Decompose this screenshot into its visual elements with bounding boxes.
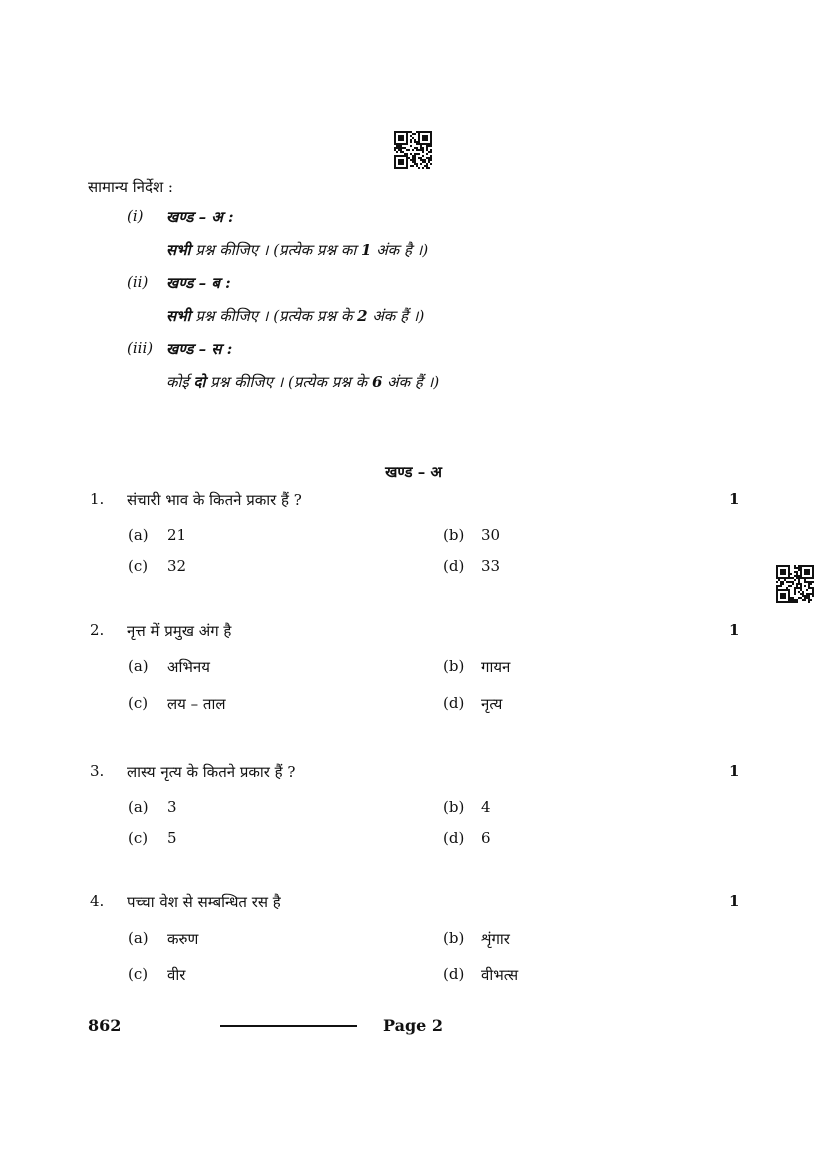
question-number: 2. bbox=[90, 621, 105, 639]
option-label: (c) bbox=[128, 557, 149, 575]
option-text: नृत्य bbox=[481, 695, 503, 713]
option-text: 33 bbox=[481, 557, 501, 575]
question-number: 3. bbox=[90, 762, 105, 780]
option-text: 4 bbox=[481, 798, 491, 816]
option-text: वीभत्स bbox=[481, 966, 519, 984]
general-instructions-title: सामान्य निर्देश : bbox=[88, 178, 173, 196]
option-label: (a) bbox=[128, 798, 149, 816]
option-label: (b) bbox=[443, 929, 465, 947]
instruction-roman-2: (ii) bbox=[127, 273, 149, 291]
section-title: खण्ड – अ bbox=[385, 463, 442, 481]
instruction-section-2: खण्ड – ब : bbox=[166, 274, 231, 292]
option-text: वीर bbox=[167, 966, 186, 984]
question-text: पच्चा वेश से सम्बन्धित रस है bbox=[127, 893, 281, 911]
footer-rule bbox=[220, 1025, 357, 1027]
option-label: (d) bbox=[443, 694, 465, 712]
qr-code-side bbox=[776, 565, 814, 603]
option-label: (a) bbox=[128, 929, 149, 947]
question-number: 1. bbox=[90, 490, 105, 508]
paper-code: 862 bbox=[88, 1016, 122, 1035]
option-text: 5 bbox=[167, 829, 177, 847]
option-text: 6 bbox=[481, 829, 491, 847]
option-label: (c) bbox=[128, 965, 149, 983]
option-text: 32 bbox=[167, 557, 187, 575]
question-marks: 1 bbox=[729, 490, 740, 508]
instruction-text-1: सभी प्रश्न कीजिए । (प्रत्येक प्रश्न का 1 अंक है ।) bbox=[166, 241, 429, 259]
option-label: (a) bbox=[128, 657, 149, 675]
option-text: 30 bbox=[481, 526, 501, 544]
question-text: संचारी भाव के कितने प्रकार हैं ? bbox=[127, 491, 302, 509]
option-text: लय – ताल bbox=[167, 695, 226, 713]
page-number: Page 2 bbox=[383, 1016, 444, 1035]
option-text: गायन bbox=[481, 658, 511, 676]
question-text: लास्य नृत्य के कितने प्रकार हैं ? bbox=[127, 763, 296, 781]
option-label: (d) bbox=[443, 829, 465, 847]
option-text: 21 bbox=[167, 526, 187, 544]
instruction-roman-3: (iii) bbox=[127, 339, 154, 357]
question-marks: 1 bbox=[729, 621, 740, 639]
option-label: (c) bbox=[128, 694, 149, 712]
option-label: (b) bbox=[443, 657, 465, 675]
option-text: करुण bbox=[167, 930, 199, 948]
instruction-section-1: खण्ड – अ : bbox=[166, 208, 234, 226]
instruction-text-2: सभी प्रश्न कीजिए । (प्रत्येक प्रश्न के 2 अंक हैं ।) bbox=[166, 307, 425, 325]
question-marks: 1 bbox=[729, 762, 740, 780]
option-text: अभिनय bbox=[167, 658, 210, 676]
instruction-text-3: कोई दो प्रश्न कीजिए । (प्रत्येक प्रश्न के 6 अंक हैं ।) bbox=[166, 373, 440, 391]
instruction-roman-1: (i) bbox=[127, 207, 144, 225]
option-label: (a) bbox=[128, 526, 149, 544]
qr-code-top bbox=[394, 131, 432, 169]
option-text: शृंगार bbox=[481, 930, 510, 948]
option-label: (d) bbox=[443, 965, 465, 983]
option-label: (b) bbox=[443, 798, 465, 816]
instruction-section-3: खण्ड – स : bbox=[166, 340, 233, 358]
option-text: 3 bbox=[167, 798, 177, 816]
option-label: (d) bbox=[443, 557, 465, 575]
option-label: (c) bbox=[128, 829, 149, 847]
question-marks: 1 bbox=[729, 892, 740, 910]
option-label: (b) bbox=[443, 526, 465, 544]
question-text: नृत्त में प्रमुख अंग है bbox=[127, 622, 232, 640]
question-number: 4. bbox=[90, 892, 105, 910]
